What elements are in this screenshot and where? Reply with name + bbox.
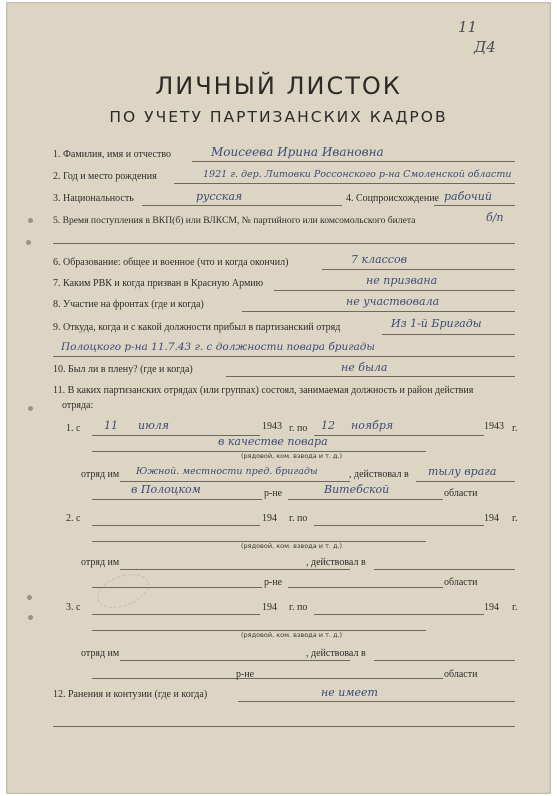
field-2-value: 1921 г. дер. Литовки Россонского р-на Смоленской области bbox=[203, 169, 512, 180]
field-7-value: не призвана bbox=[366, 274, 438, 287]
field-6-value: 7 классов bbox=[351, 253, 407, 266]
corner-mark-bottom: Д4 bbox=[474, 38, 496, 56]
document-title: ЛИЧНЫЙ ЛИСТОК bbox=[155, 72, 402, 100]
field-1-line bbox=[192, 161, 515, 162]
entry-3-from-line bbox=[92, 614, 260, 615]
field-5-label: 5. Время поступления в ВКП(б) или ВЛКСМ, № партийного или комсомольского билета bbox=[53, 215, 416, 226]
entry-2-acted-label: , действовал в bbox=[306, 557, 366, 568]
field-3-line bbox=[142, 205, 342, 206]
field-5-line bbox=[53, 243, 515, 244]
entry-3-year-label: г. по bbox=[289, 602, 308, 613]
field-7-line bbox=[274, 290, 515, 291]
field-9-line-2 bbox=[53, 356, 515, 357]
entry-2-year-to: 194 bbox=[484, 513, 499, 524]
entry-3-g: г. bbox=[512, 602, 518, 613]
field-1-value: Моисеева Ирина Ивановна bbox=[211, 145, 384, 159]
entry-2-g: г. bbox=[512, 513, 518, 524]
entry-1-to-line bbox=[314, 435, 484, 436]
field-6-label: 6. Образование: общее и военное (что и когда окончил) bbox=[53, 257, 289, 268]
entry-3-year-to: 194 bbox=[484, 602, 499, 613]
entry-2-from-line bbox=[92, 525, 260, 526]
entry-2-district-line bbox=[92, 587, 262, 588]
entry-2-year-label: г. по bbox=[289, 513, 308, 524]
entry-1-acted-line bbox=[416, 481, 515, 482]
entry-3-number: 3. с bbox=[66, 602, 81, 613]
field-9-value-2: Полоцкого р-на 11.7.43 г. с должности повара бригады bbox=[61, 341, 375, 353]
personal-record-sheet bbox=[6, 2, 551, 794]
field-1-label: 1. Фамилия, имя и отчество bbox=[53, 149, 172, 160]
entry-1-acted-label: , действовал в bbox=[349, 469, 409, 480]
entry-3-oblast-label: области bbox=[444, 669, 478, 680]
field-12-value: не имеет bbox=[321, 686, 378, 699]
entry-2-oblast-label: области bbox=[444, 577, 478, 588]
corner-mark-top: 11 bbox=[458, 18, 478, 36]
entry-2-acted-line bbox=[374, 569, 515, 570]
entry-1-otryad-label: отряд им bbox=[81, 469, 120, 480]
entry-3-oblast-line bbox=[262, 678, 443, 679]
binder-hole bbox=[27, 595, 32, 600]
field-12-line bbox=[238, 701, 515, 702]
entry-1-district-line bbox=[92, 499, 262, 500]
field-8-value: не участвовала bbox=[346, 295, 440, 308]
entry-1-g: г. bbox=[512, 423, 518, 434]
entry-3-otryad-line bbox=[120, 660, 350, 661]
entry-1-acted: тылу врага bbox=[428, 465, 497, 478]
entry-1-month: июля bbox=[138, 419, 170, 432]
field-4-label: 4. Соцпроисхождение bbox=[346, 193, 439, 204]
entry-1-position: в качестве повара bbox=[218, 435, 328, 448]
entry-1-oblast: Витебской bbox=[324, 483, 390, 496]
entry-2-otryad-line bbox=[120, 569, 350, 570]
entry-1-year-from: 1943 bbox=[262, 421, 282, 432]
entry-2-caption: (рядовой, ком. взвода и т. д.) bbox=[241, 542, 343, 550]
entry-1-caption: (рядовой, ком. взвода и т. д.) bbox=[241, 452, 343, 460]
field-12-label: 12. Ранения и контузии (где и когда) bbox=[53, 689, 208, 700]
field-2-line bbox=[174, 183, 515, 184]
field-4-value: рабочий bbox=[444, 190, 492, 203]
field-4-line bbox=[434, 205, 515, 206]
entry-2-oblast-line bbox=[288, 587, 443, 588]
entry-1-month-to: ноября bbox=[351, 419, 394, 432]
entry-1-district: в Полоцком bbox=[131, 483, 201, 496]
entry-1-oblast-line bbox=[288, 499, 443, 500]
field-7-label: 7. Каким РВК и когда призван в Красную Армию bbox=[53, 278, 264, 289]
field-6-line bbox=[322, 269, 515, 270]
binder-hole bbox=[28, 406, 33, 411]
field-11-label-2: отряда: bbox=[62, 400, 94, 411]
entry-1-otryad: Южной. местности пред. бригады bbox=[136, 466, 318, 477]
entry-3-otryad-label: отряд им bbox=[81, 648, 120, 659]
entry-2-year-from: 194 bbox=[262, 513, 277, 524]
field-9-line bbox=[382, 334, 515, 335]
entry-2-otryad-label: отряд им bbox=[81, 557, 120, 568]
entry-1-day-to: 12 bbox=[321, 419, 335, 432]
field-12-line-2 bbox=[53, 726, 515, 727]
field-9-value: Из 1-й Бригады bbox=[391, 317, 482, 330]
field-10-line bbox=[226, 376, 515, 377]
entry-1-otryad-line bbox=[120, 481, 350, 482]
faded-stamp bbox=[92, 568, 153, 615]
entry-1-number: 1. с bbox=[66, 423, 81, 434]
entry-3-to-line bbox=[314, 614, 484, 615]
binder-hole bbox=[28, 615, 33, 620]
binder-hole bbox=[28, 218, 33, 223]
entry-3-rne: р-не bbox=[236, 669, 255, 680]
entry-3-acted-line bbox=[374, 660, 515, 661]
entry-2-number: 2. с bbox=[66, 513, 81, 524]
entry-3-acted-label: , действовал в bbox=[306, 648, 366, 659]
field-3-label: 3. Национальность bbox=[53, 193, 134, 204]
field-11-label: 11. В каких партизанских отрядах (или группах) состоял, занимаемая должность и район действия bbox=[53, 385, 474, 396]
field-9-label: 9. Откуда, когда и с какой должности прибыл в партизанский отряд bbox=[53, 322, 341, 333]
entry-1-rne: р-не bbox=[264, 488, 283, 499]
entry-2-rne: р-не bbox=[264, 577, 283, 588]
entry-1-oblast-label: области bbox=[444, 488, 478, 499]
field-3-value: русская bbox=[196, 190, 243, 203]
entry-1-year-label: г. по bbox=[289, 423, 308, 434]
field-5-value: б/п bbox=[486, 211, 504, 224]
field-2-label: 2. Год и место рождения bbox=[53, 171, 157, 182]
binder-hole bbox=[26, 240, 31, 245]
entry-2-to-line bbox=[314, 525, 484, 526]
field-10-value: не была bbox=[341, 361, 388, 374]
entry-3-year-from: 194 bbox=[262, 602, 277, 613]
entry-1-year-to: 1943 bbox=[484, 421, 504, 432]
field-10-label: 10. Был ли в плену? (где и когда) bbox=[53, 364, 193, 375]
document-subtitle: ПО УЧЕТУ ПАРТИЗАНСКИХ КАДРОВ bbox=[109, 108, 448, 126]
entry-1-day: 11 bbox=[104, 419, 118, 432]
entry-3-caption: (рядовой, ком. взвода и т. д.) bbox=[241, 631, 343, 639]
field-8-line bbox=[242, 311, 515, 312]
field-8-label: 8. Участие на фронтах (где и когда) bbox=[53, 299, 204, 310]
